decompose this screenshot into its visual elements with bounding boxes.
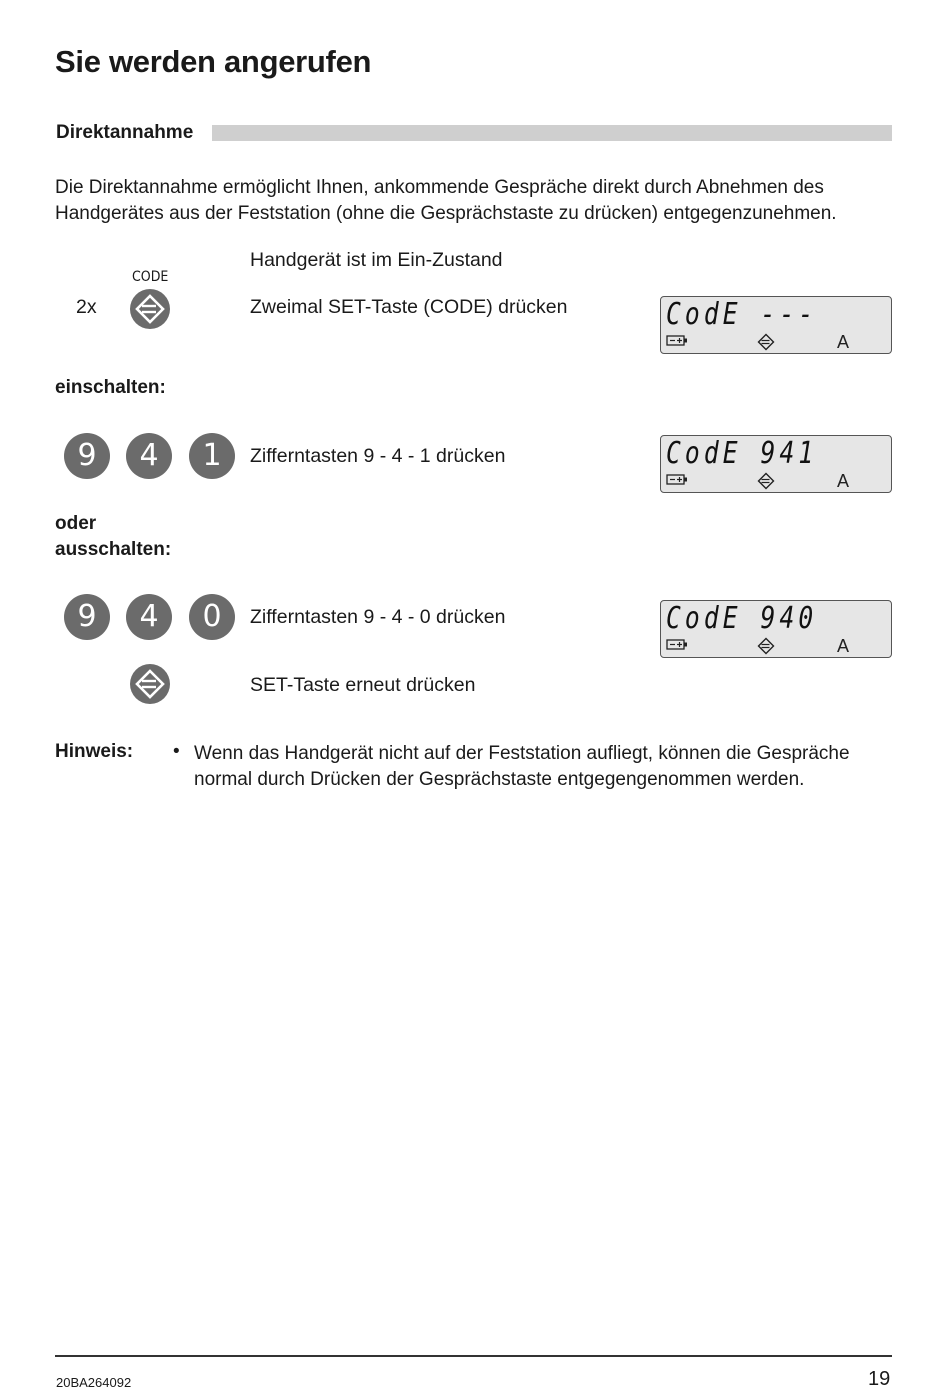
- lcd-display-code-940: [660, 600, 892, 658]
- step-off-text: Zifferntasten 9 - 4 - 0 drücken: [250, 606, 506, 628]
- document-code: 20BA264092: [56, 1375, 132, 1390]
- battery-icon: [666, 474, 688, 485]
- section-heading: Direktannahme: [56, 122, 194, 143]
- note-text: Wenn das Handgerät nicht auf der Feststation aufliegt, können die Gespräche normal durch Drücken der Gesprächstaste entgegengenommen werden.: [194, 743, 850, 790]
- digit-key-0: 0: [189, 594, 235, 640]
- section-bar: [212, 125, 892, 141]
- set-indicator-icon: [757, 472, 775, 490]
- battery-icon: [666, 639, 688, 650]
- digit-key-4: 4: [126, 433, 172, 479]
- digit-key-9: 9: [64, 433, 110, 479]
- repeat-label: 2x: [76, 296, 97, 318]
- step-on-text: Zifferntasten 9 - 4 - 1 drücken: [250, 445, 506, 467]
- off-label: ausschalten:: [55, 539, 172, 560]
- set-key-icon: [130, 289, 170, 329]
- battery-icon: [666, 335, 688, 346]
- footer-rule: [55, 1355, 892, 1357]
- lcd-indicator: A: [837, 332, 850, 352]
- lcd-text: CodE ---: [666, 297, 818, 332]
- page-number: 19: [868, 1368, 891, 1390]
- page-title: Sie werden angerufen: [55, 44, 372, 79]
- intro-paragraph: Die Direktannahme ermöglicht Ihnen, ankommende Gespräche direkt durch Abnehmen des Handgerätes aus der Feststation (ohne die Gesprächstaste zu drücken) entgegenzunehmen.: [55, 177, 837, 224]
- set-indicator-icon: [757, 333, 775, 351]
- note-bullet: •: [173, 741, 180, 762]
- or-label: oder: [55, 513, 97, 534]
- digit-key-4: 4: [126, 594, 172, 640]
- step-set-again-text: SET-Taste erneut drücken: [250, 674, 476, 696]
- lcd-indicator: A: [837, 636, 850, 656]
- digit-key-9: 9: [64, 594, 110, 640]
- set-key-icon: [130, 664, 170, 704]
- on-label: einschalten:: [55, 377, 166, 398]
- lcd-text: CodE 941: [666, 436, 818, 471]
- lcd-display-code-941: [660, 435, 892, 493]
- set-indicator-icon: [757, 637, 775, 655]
- lcd-display-code-blank: [660, 296, 892, 354]
- lcd-indicator: A: [837, 471, 850, 491]
- step-set-twice-text: Zweimal SET-Taste (CODE) drücken: [250, 296, 568, 318]
- note-label: Hinweis:: [55, 741, 134, 762]
- lcd-text: CodE 940: [666, 601, 818, 636]
- digit-key-1: 1: [189, 433, 235, 479]
- code-caption: CODE: [132, 269, 169, 285]
- step-state-text: Handgerät ist im Ein-Zustand: [250, 249, 503, 271]
